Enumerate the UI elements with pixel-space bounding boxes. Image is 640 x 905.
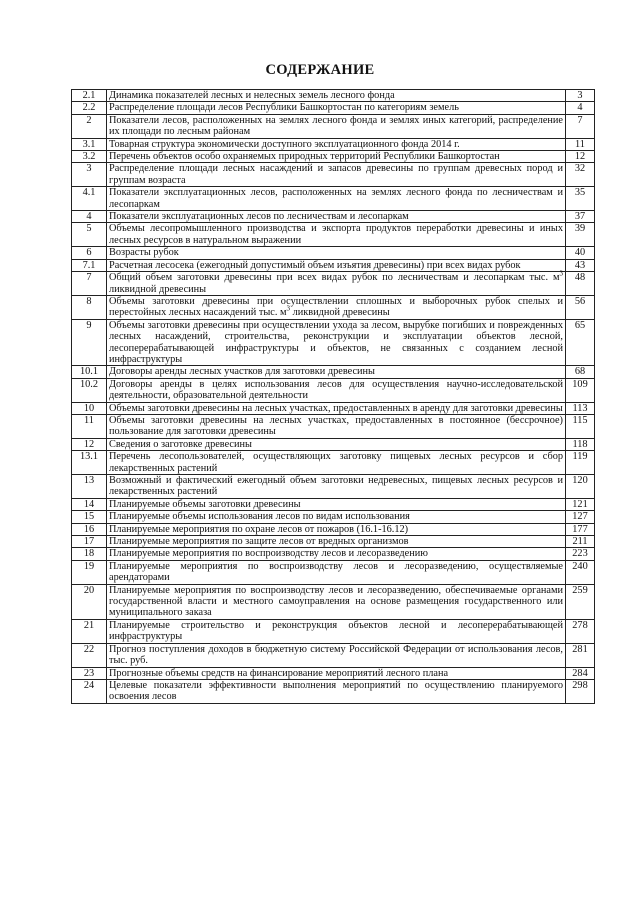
table-row: [72, 272, 595, 296]
table-row: [72, 295, 595, 319]
page-number: 40: [566, 247, 595, 259]
page-number: 65: [566, 319, 595, 366]
page-number: 240: [566, 560, 595, 584]
section-number: 18: [72, 548, 107, 560]
page-number: 48: [566, 272, 595, 296]
section-number: 13: [72, 475, 107, 499]
section-number: 23: [72, 667, 107, 679]
section-title: Планируемые мероприятия по защите лесов от вредных организмов: [107, 536, 566, 548]
table-row: [72, 187, 595, 211]
page-number: 3: [566, 90, 595, 102]
page-number: 39: [566, 223, 595, 247]
section-title: [107, 269, 566, 296]
section-title: Возрасты рубок: [107, 247, 566, 259]
section-title: Объемы заготовки древесины на лесных участках, предоставленных в аренду для заготовки древесины: [107, 402, 566, 414]
section-number: 3: [72, 163, 107, 187]
page-number: 109: [566, 378, 595, 402]
section-title: Возможный и фактический ежегодный объем заготовки недревесных, пищевых лесных ресурсов и лекарственных растений: [107, 475, 566, 499]
table-row: [72, 247, 595, 259]
section-title: Объемы заготовки древесины на лесных участках, предоставленных в постоянное (бессрочное) пользование для заготовки древесины: [107, 414, 566, 438]
section-title: Планируемые объемы заготовки древесины: [107, 498, 566, 510]
section-title: Планируемые мероприятия по воспроизводству лесов и лесоразведению, осуществляемые арендаторами: [107, 560, 566, 584]
page-number: 211: [566, 536, 595, 548]
section-number: 13.1: [72, 451, 107, 475]
table-row: [72, 90, 595, 102]
section-number: 3.1: [72, 138, 107, 150]
section-title: Сведения о заготовке древесины: [107, 438, 566, 450]
page-number: 4: [566, 102, 595, 114]
section-number: 2.2: [72, 102, 107, 114]
section-number: 17: [72, 536, 107, 548]
page-number: 278: [566, 619, 595, 643]
table-row: [72, 378, 595, 402]
page-number: 119: [566, 451, 595, 475]
section-title: Перечень объектов особо охраняемых природных территорий Республики Башкортостан: [107, 151, 566, 163]
page-number: 115: [566, 414, 595, 438]
section-number: 16: [72, 523, 107, 535]
table-row: [72, 138, 595, 150]
section-number: 9: [72, 319, 107, 366]
superscript: 3: [286, 304, 291, 313]
page-number: 35: [566, 187, 595, 211]
section-title: Прогнозные объемы средств на финансирование мероприятий лесного плана: [107, 667, 566, 679]
section-title: Целевые показатели эффективности выполнения мероприятий по осуществлению планируемого освоения лесов: [107, 679, 566, 703]
table-row: [72, 438, 595, 450]
table-row: [72, 619, 595, 643]
section-number: 2: [72, 114, 107, 138]
section-number: 4.1: [72, 187, 107, 211]
page-number: 7: [566, 114, 595, 138]
section-title: Объемы заготовки древесины при осуществлении ухода за лесом, вырубке погибших и поврежденных лесных насаждений, строительства, реконструкции и эксплуатации объектов лесной, лесоперерабатывающей инфраструктуры и объектов, не связанных с созданием лесной инфраструктуры: [107, 319, 566, 366]
section-number: 10: [72, 402, 107, 414]
page-number: 127: [566, 511, 595, 523]
page-number: 118: [566, 438, 595, 450]
table-row: [72, 151, 595, 163]
section-title: Договоры аренды лесных участков для заготовки древесины: [107, 366, 566, 378]
table-row: [72, 643, 595, 667]
contents-table: [71, 89, 595, 704]
section-title: [107, 295, 566, 319]
section-title: Прогноз поступления доходов в бюджетную систему Российской Федерации от использования лесов, тыс. руб.: [107, 643, 566, 667]
section-number: 5: [72, 223, 107, 247]
section-title: Планируемые мероприятия по воспроизводству лесов и лесоразведению, обеспечиваемые органами государственной власти и местного самоуправления на основе размещения государственного или муниципального заказа: [107, 584, 566, 619]
section-number: 20: [72, 584, 107, 619]
section-title: Показатели эксплуатационных лесов по лесничествам и лесопаркам: [107, 211, 566, 223]
section-title: Динамика показателей лесных и нелесных земель лесного фонда: [107, 90, 566, 102]
table-row: [72, 319, 595, 366]
table-row: [72, 523, 595, 535]
table-row: [72, 667, 595, 679]
table-row: [72, 536, 595, 548]
section-number: 24: [72, 679, 107, 703]
table-row: [72, 560, 595, 584]
contents-table-body: [72, 90, 595, 704]
section-number: 8: [72, 295, 107, 319]
section-number: 10.1: [72, 366, 107, 378]
table-row: [72, 259, 595, 271]
section-title: Распределение площади лесов Республики Башкортостан по категориям земель: [107, 102, 566, 114]
page-number: 298: [566, 679, 595, 703]
section-title: Планируемые мероприятия по охране лесов от пожаров (16.1-16.12): [107, 523, 566, 535]
table-row: [72, 498, 595, 510]
section-title: Товарная структура экономически доступного эксплуатационного фонда 2014 г.: [107, 138, 566, 150]
page-number: 68: [566, 366, 595, 378]
superscript: 3: [559, 269, 563, 278]
section-title-text: Объемы заготовки древесины при осуществлении сплошных и выборочных рубок спелых и перестойных лесных насаждений тыс. м: [109, 295, 563, 319]
section-number: 3.2: [72, 151, 107, 163]
section-title: Расчетная лесосека (ежегодный допустимый объем изъятия древесины) при всех видах рубок: [107, 259, 566, 271]
section-number: 21: [72, 619, 107, 643]
section-number: 10.2: [72, 378, 107, 402]
section-number: 15: [72, 511, 107, 523]
page-number: 37: [566, 211, 595, 223]
table-row: [72, 223, 595, 247]
table-row: [72, 211, 595, 223]
page-number: 12: [566, 151, 595, 163]
page-number: 11: [566, 138, 595, 150]
section-title: Объемы лесопромышленного производства и экспорта продуктов переработки древесины и иных лесных ресурсов в натуральном выражении: [107, 223, 566, 247]
table-row: [72, 511, 595, 523]
page-title: СОДЕРЖАНИЕ: [265, 62, 375, 78]
section-title: Договоры аренды в целях использования лесов для осуществления научно-исследовательской деятельности, образовательной деятельности: [107, 378, 566, 402]
page-number: 281: [566, 643, 595, 667]
section-number: 19: [72, 560, 107, 584]
page-number: 120: [566, 475, 595, 499]
section-number: 4: [72, 211, 107, 223]
page-number: 223: [566, 548, 595, 560]
section-title: Планируемые мероприятия по воспроизводству лесов и лесоразведению: [107, 548, 566, 560]
page-number: 284: [566, 667, 595, 679]
section-title: Планируемые строительство и реконструкция объектов лесной и лесоперерабатывающей инфраструктуры: [107, 619, 566, 643]
section-number: 7.1: [72, 259, 107, 271]
table-row: [72, 451, 595, 475]
section-number: 6: [72, 247, 107, 259]
section-title: Планируемые объемы использования лесов по видам использования: [107, 511, 566, 523]
page-number: 113: [566, 402, 595, 414]
page-number: 259: [566, 584, 595, 619]
page-number: 56: [566, 295, 595, 319]
section-title: Распределение площади лесных насаждений и запасов древесины по группам древесных пород и группам возраста: [107, 163, 566, 187]
section-number: 12: [72, 438, 107, 450]
table-row: [72, 475, 595, 499]
table-row: [72, 114, 595, 138]
table-row: [72, 366, 595, 378]
page-number: 177: [566, 523, 595, 535]
table-row: [72, 679, 595, 703]
section-number: 11: [72, 414, 107, 438]
table-row: [72, 548, 595, 560]
page-number: 32: [566, 163, 595, 187]
table-row: [72, 584, 595, 619]
section-title-text-continued: ликвидной древесины: [290, 307, 390, 319]
section-number: 7: [72, 272, 107, 296]
table-row: [72, 414, 595, 438]
table-row: [72, 163, 595, 187]
table-row: [72, 402, 595, 414]
section-number: 14: [72, 498, 107, 510]
page-number: 43: [566, 259, 595, 271]
section-title-text-continued: ликвидной древесины: [109, 283, 207, 295]
section-number: 2.1: [72, 90, 107, 102]
table-row: [72, 102, 595, 114]
section-title-text: Общий объем заготовки древесины при всех видах рубок по лесничествам и лесопаркам тыс. м: [109, 272, 560, 284]
section-title: Показатели эксплуатационных лесов, расположенных на землях лесного фонда по лесничествам и лесопаркам: [107, 187, 566, 211]
section-title: Перечень лесопользователей, осуществляющих заготовку пищевых лесных ресурсов и сбор лекарственных растений: [107, 451, 566, 475]
section-number: 22: [72, 643, 107, 667]
page-number: 121: [566, 498, 595, 510]
section-title: Показатели лесов, расположенных на землях лесного фонда и землях иных категорий, распределение их площади по лесным районам: [107, 114, 566, 138]
